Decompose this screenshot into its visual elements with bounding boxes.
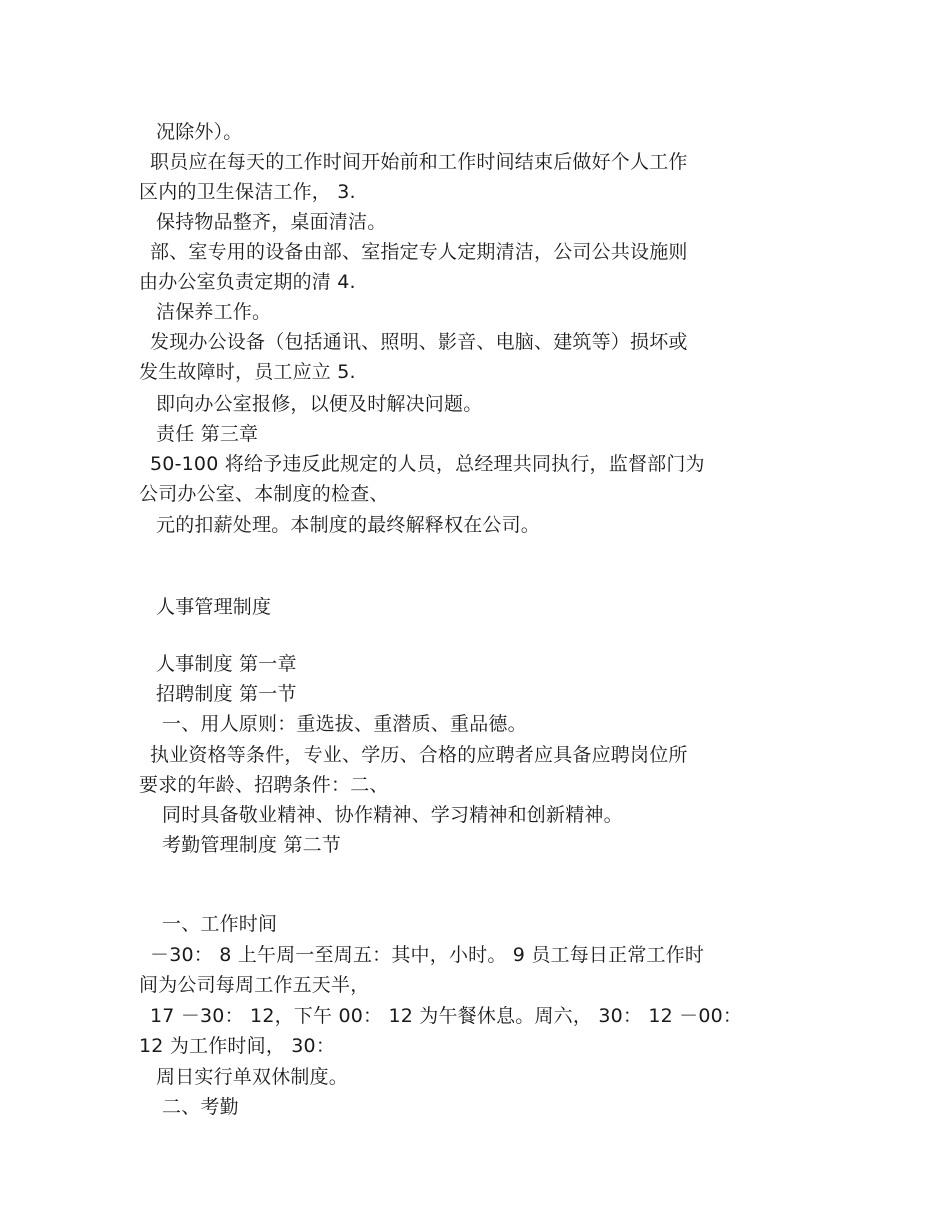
text-line: 周日实行单双休制度。: [156, 1066, 349, 1088]
text-line: 发现办公设备（包括通讯、照明、影音、电脑、建筑等）损坏或: [150, 331, 688, 353]
text-line: 保持物品整齐，桌面清洁。: [156, 211, 387, 233]
text-line: 发生故障时，员工应立 5.: [139, 361, 356, 383]
section-heading: 考勤管理制度 第二节: [162, 834, 342, 856]
chapter-heading: 人事制度 第一章: [156, 653, 297, 675]
text-line: 一、工作时间: [162, 913, 278, 935]
text-line: 责任 第三章: [156, 423, 259, 445]
section-title: 人事管理制度: [156, 596, 272, 618]
text-line: 同时具备敬业精神、协作精神、学习精神和创新精神。: [162, 804, 623, 826]
text-line: 区内的卫生保洁工作， 3.: [139, 181, 356, 203]
text-line: －30： 8 上午周一至周五：其中，小时。 9 员工每日正常工作时: [150, 944, 705, 966]
text-line: 由办公室负责定期的清 4.: [139, 271, 356, 293]
text-line: 况除外）。: [156, 121, 243, 143]
text-line: 部、室专用的设备由部、室指定专人定期清洁，公司公共设施则: [150, 241, 688, 263]
text-line: 一、用人原则：重选拔、重潜质、重品德。: [162, 713, 527, 735]
section-heading: 招聘制度 第一节: [156, 683, 297, 705]
text-line: 12 为工作时间， 30：: [139, 1035, 336, 1057]
text-line: 要求的年龄、招聘条件：二、: [139, 774, 389, 796]
text-line: 间为公司每周工作五天半，: [139, 974, 370, 996]
text-line: 17 －30： 12，下午 00： 12 为午餐休息。周六， 30： 12 －00：: [150, 1005, 743, 1027]
text-line: 二、考勤: [162, 1096, 239, 1118]
text-line: 元的扣薪处理。本制度的最终解释权在公司。: [156, 514, 541, 536]
text-line: 职员应在每天的工作时间开始前和工作时间结束后做好个人工作: [150, 151, 688, 173]
text-line: 公司办公室、本制度的检查、: [139, 483, 389, 505]
text-line: 执业资格等条件，专业、学历、合格的应聘者应具备应聘岗位所: [150, 744, 688, 766]
text-line: 即向办公室报修，以便及时解决问题。: [156, 393, 483, 415]
text-line: 洁保养工作。: [156, 301, 272, 323]
text-line: 50-100 将给予违反此规定的人员，总经理共同执行，监督部门为: [150, 453, 705, 475]
